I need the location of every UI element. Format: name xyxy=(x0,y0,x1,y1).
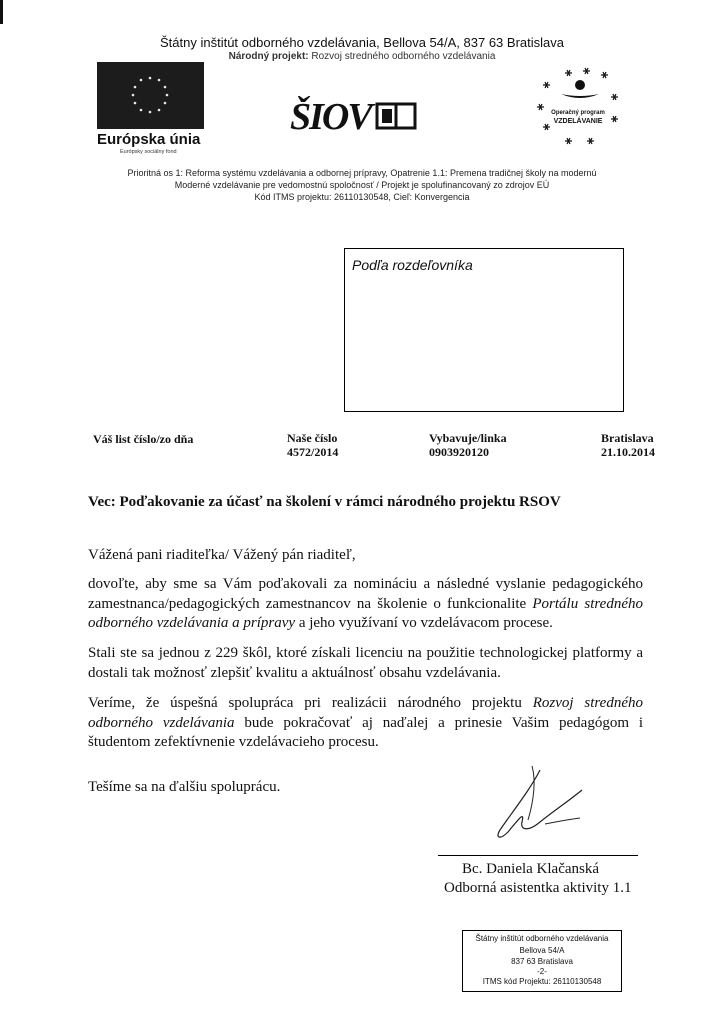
eu-sublabel: Európsky sociálny fond xyxy=(120,149,177,155)
your-letter-label: Váš list číslo/zo dňa xyxy=(93,432,194,446)
priority-line-1: Prioritná os 1: Reforma systému vzdelávania a odbornej prípravy, Opatrenie 1.1: Premena tradičnej školy na modernú xyxy=(127,168,597,178)
eu-flag-logo xyxy=(97,62,204,129)
siov-logo-text: ŠIOV xyxy=(290,96,371,138)
book-icon xyxy=(375,101,417,131)
letter-subject: Vec: Poďakovanie za účasť na školení v rámci národného projektu RSOV xyxy=(88,494,561,510)
paragraph-1-italic: Portálu stredného odborného vzdelávania a prípravy xyxy=(88,595,643,631)
op-line2: VZDELÁVANIE xyxy=(553,118,603,125)
our-number-value: 4572/2014 xyxy=(287,445,339,459)
op-vzdelavanie-logo xyxy=(525,60,630,152)
reference-city: Bratislava xyxy=(601,431,654,445)
paragraph-3-italic: Rozvoj stredného odborného vzdelávania xyxy=(88,695,643,731)
addressee-text: Podľa rozdeľovníka xyxy=(352,257,473,273)
paragraph-3-text: Veríme, že úspešná spolupráca pri realizácii národného projektu xyxy=(88,695,533,711)
stamp-line-4: -2- xyxy=(537,967,547,976)
closing-line: Tešíme sa na ďalšiu spoluprácu. xyxy=(88,779,281,795)
stamp-line-1: Štátny inštitút odborného vzdelávania xyxy=(475,934,609,943)
signer-title: Odborná asistentka aktivity 1.1 xyxy=(444,880,632,896)
priority-line-2: Moderné vzdelávanie pre vedomostnú spoločnosť / Projekt je spolufinancovaný zo zdrojov EÚ xyxy=(174,180,550,190)
paragraph-3-text-end: bude pokračovať aj naďalej a prinesie Vašim pedagógom i študentom zefektívnenie vzdelávacieho procesu. xyxy=(88,714,644,750)
op-line1: Operačný program xyxy=(551,110,605,116)
stamp-line-3: 837 63 Bratislava xyxy=(511,957,573,966)
stamp-line-5: ITMS kód Projektu: 26110130548 xyxy=(482,977,602,986)
signature-line xyxy=(438,855,638,856)
reference-date: 21.10.2014 xyxy=(601,445,655,459)
signer-name: Bc. Daniela Klačanská xyxy=(462,861,600,877)
priority-line-3: Kód ITMS projektu: 26110130548, Cieľ: Konvergencia xyxy=(254,192,470,202)
paragraph-1 xyxy=(88,575,643,634)
project-prefix: Národný projekt: xyxy=(228,51,309,62)
our-number-label: Naše číslo xyxy=(287,431,338,445)
handwritten-signature xyxy=(470,760,630,850)
paragraph-2: Stali ste sa jednou z 229 škôl, ktoré získali licenciu na použitie technologickej platformy a dostali tak možnosť zlepšiť kvalitu a aktuálnosť obsahu vzdelávania. xyxy=(88,645,643,681)
handler-value: 0903920120 xyxy=(429,445,489,459)
stamp-line-2: Bellova 54/A xyxy=(519,946,565,955)
paragraph-1-text: dovoľte, aby sme sa Vám poďakovali za nomináciu a následné vyslanie pedagogického zamestnanca/pedagogických zamestnancov na školenie o funkcionalite xyxy=(88,576,643,612)
eu-label: Európska únia xyxy=(97,131,201,148)
project-name: Rozvoj stredného odborného vzdelávania xyxy=(311,51,496,62)
paragraph-1-text-end: a jeho využívaní vo vzdelávacom procese. xyxy=(295,615,553,631)
salutation: Vážená pani riaditeľka/ Vážený pán riaditeľ, xyxy=(88,547,356,563)
handler-label: Vybavuje/linka xyxy=(429,431,507,445)
paragraph-3 xyxy=(88,694,643,753)
institute-address-line: Štátny inštitút odborného vzdelávania, Bellova 54/A, 837 63 Bratislava xyxy=(160,35,564,50)
siov-logo xyxy=(290,95,417,139)
scan-edge-mark xyxy=(0,0,3,24)
